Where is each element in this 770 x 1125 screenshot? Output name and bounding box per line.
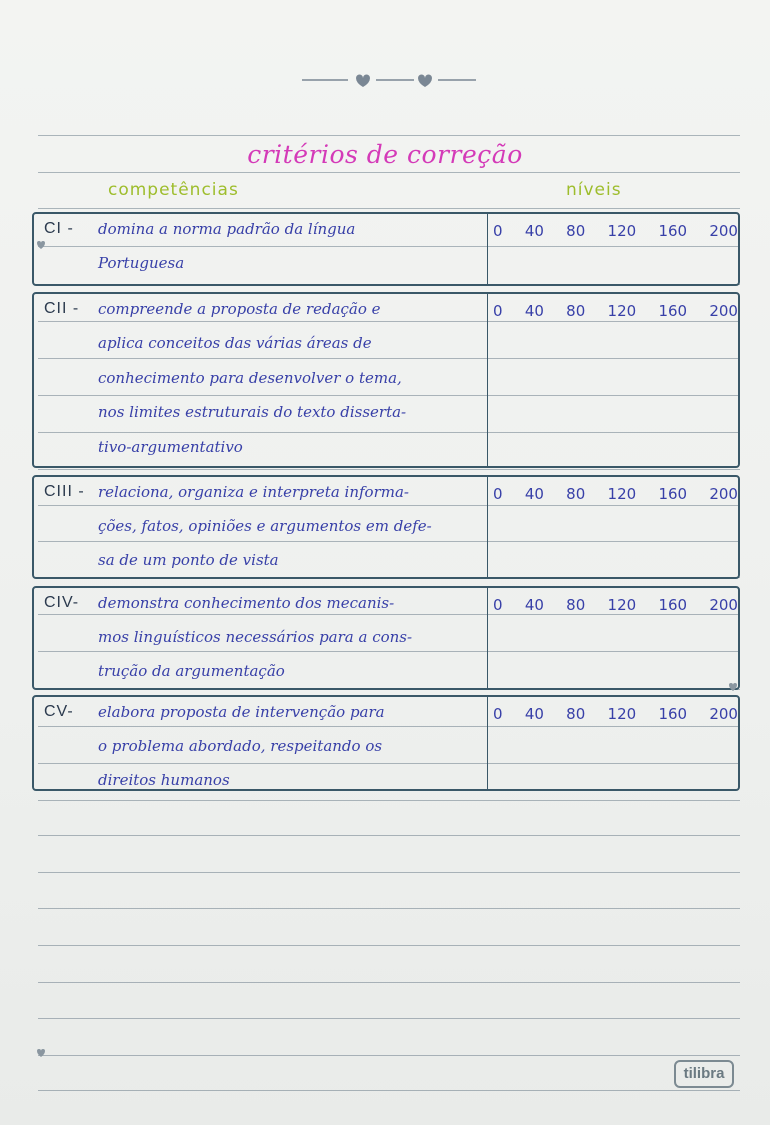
competency-text-line: domina a norma padrão da língua: [98, 220, 356, 238]
level-value: 0: [493, 222, 503, 240]
column-divider: [487, 697, 488, 789]
levels-row: [493, 596, 738, 614]
level-value: 160: [658, 302, 688, 320]
competency-text-line: mos linguísticos necessários para a cons-: [98, 628, 413, 647]
level-value: 80: [566, 485, 586, 503]
column-divider: [487, 588, 488, 688]
competency-text-line: relaciona, organiza e interpreta informa-: [98, 483, 409, 501]
ruled-line: [38, 469, 740, 470]
level-value: 40: [524, 302, 544, 320]
hearts-ornament-icon: [300, 70, 478, 90]
competency-box: [32, 586, 740, 690]
level-value: 40: [524, 596, 544, 614]
ruled-line: [38, 1090, 740, 1091]
level-value: 40: [524, 222, 544, 240]
competency-text-line: elabora proposta de intervenção para: [98, 703, 385, 721]
competency-text-line: demonstra conhecimento dos mecanis-: [98, 594, 395, 612]
ruled-line: [38, 208, 740, 209]
level-value: 40: [524, 705, 544, 723]
competency-text-line: trução da argumentação: [98, 662, 285, 681]
competency-code: CV-: [44, 703, 74, 720]
level-value: 200: [709, 596, 738, 614]
competency-text-line: nos limites estruturais do texto disserta-: [98, 403, 407, 422]
competency-text-line: direitos humanos: [98, 771, 230, 790]
level-value: 200: [709, 302, 738, 320]
competency-text-line: sa de um ponto de vista: [98, 551, 279, 570]
ruled-line: [38, 945, 740, 946]
level-value: 120: [607, 485, 637, 503]
competency-box: [32, 695, 740, 791]
level-value: 80: [566, 596, 586, 614]
ruled-line: [38, 172, 740, 173]
column-divider: [487, 294, 488, 466]
ruled-line: [38, 1055, 740, 1056]
competency-box: [32, 212, 740, 286]
level-value: 120: [607, 596, 637, 614]
ruled-line: [38, 872, 740, 873]
column-divider: [487, 214, 488, 284]
page-title: critérios de correção: [247, 140, 523, 169]
levels-row: [493, 222, 738, 240]
column-divider: [487, 477, 488, 577]
ruled-line: [38, 982, 740, 983]
level-value: 0: [493, 485, 503, 503]
level-value: 200: [709, 485, 738, 503]
level-value: 200: [709, 705, 738, 723]
competency-box: [32, 475, 740, 579]
competency-text-line: tivo-argumentativo: [98, 437, 243, 456]
tilibra-logo: tilibra: [674, 1060, 734, 1088]
level-value: 80: [566, 222, 586, 240]
competency-text-line: Portuguesa: [98, 254, 185, 273]
competency-box: [32, 292, 740, 468]
ruled-line: [38, 1018, 740, 1019]
niveis-header: níveis: [566, 180, 622, 200]
level-value: 0: [493, 596, 503, 614]
ruled-line: [38, 908, 740, 909]
ruled-line: [38, 135, 740, 136]
level-value: 120: [607, 302, 637, 320]
level-value: 160: [658, 596, 688, 614]
levels-row: [493, 485, 738, 503]
heart-icon: [728, 682, 738, 692]
competency-text-line: aplica conceitos das várias áreas de: [98, 334, 372, 353]
heart-icon: [36, 1048, 46, 1058]
level-value: 40: [524, 485, 544, 503]
competency-code: CI -: [44, 220, 74, 237]
competency-code: CIII -: [44, 483, 85, 500]
competency-text-line: conhecimento para desenvolver o tema,: [98, 368, 402, 387]
levels-row: [493, 302, 738, 320]
competency-text-line: o problema abordado, respeitando os: [98, 737, 383, 756]
level-value: 120: [607, 222, 637, 240]
competency-code: CIV-: [44, 594, 80, 611]
competency-text-line: compreende a proposta de redação e: [98, 300, 381, 318]
heart-icon: [36, 240, 46, 250]
level-value: 120: [607, 705, 637, 723]
competencias-header: competências: [108, 180, 239, 200]
level-value: 200: [709, 222, 738, 240]
level-value: 160: [658, 485, 688, 503]
level-value: 160: [658, 705, 688, 723]
ruled-line: [38, 800, 740, 801]
level-value: 0: [493, 705, 503, 723]
competency-text-line: ções, fatos, opiniões e argumentos em defe-: [98, 517, 432, 536]
level-value: 160: [658, 222, 688, 240]
level-value: 0: [493, 302, 503, 320]
competency-code: CII -: [44, 300, 80, 317]
level-value: 80: [566, 302, 586, 320]
levels-row: [493, 705, 738, 723]
ruled-line: [38, 835, 740, 836]
level-value: 80: [566, 705, 586, 723]
